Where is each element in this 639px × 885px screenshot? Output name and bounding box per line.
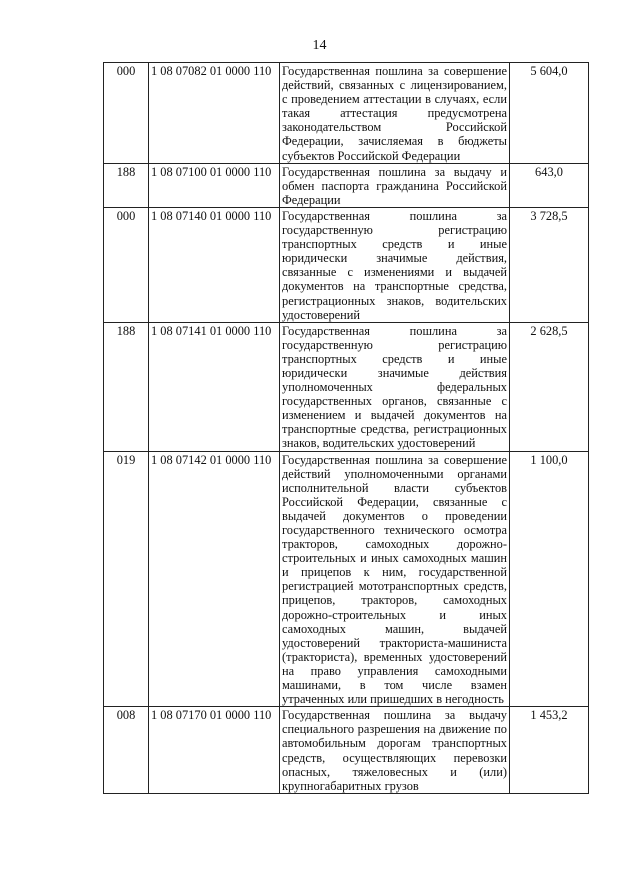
budget-classification-code-cell: 1 08 07082 01 0000 110 (149, 63, 280, 164)
table-row (104, 322, 589, 451)
page-number: 14 (312, 38, 327, 53)
revenue-name-cell: Государственная пошлина за совершение действий уполномоченными органами исполнительной власти субъектов Российской Федерации, связанные с выдачей документов о проведении государственного технического осмотра тракторов, самоходных дорожно-строительных и иных самоходных машин и прицепов к ним, государственной регистрацией мототранспортных средств, прицепов, тракторов, самоходных дорожно-строительных и иных самоходных машин, выдачей удостоверений тракториста-машиниста (тракториста), временных удостоверений на право управления самоходными машинами, в том числе взамен утраченных или пришедших в негодность (280, 451, 510, 707)
amount-cell: 5 604,0 (510, 63, 589, 164)
table-row (104, 163, 589, 207)
table-row (104, 207, 589, 322)
amount-cell: 1 453,2 (510, 707, 589, 794)
admin-code-cell: 019 (104, 451, 149, 707)
admin-code-cell: 008 (104, 707, 149, 794)
admin-code-cell: 188 (104, 163, 149, 207)
admin-code-cell: 188 (104, 322, 149, 451)
revenue-name-cell: Государственная пошлина за выдачу специального разрешения на движение по автомобильным дорогам транспортных средств, осуществляющих перевозки опасных, тяжеловесных и (или) крупногабаритных грузов (280, 707, 510, 794)
amount-cell: 2 628,5 (510, 322, 589, 451)
table-row (104, 707, 589, 794)
budget-classification-code-cell: 1 08 07140 01 0000 110 (149, 207, 280, 322)
budget-classification-code-cell: 1 08 07170 01 0000 110 (149, 707, 280, 794)
budget-classification-code-cell: 1 08 07100 01 0000 110 (149, 163, 280, 207)
amount-cell: 1 100,0 (510, 451, 589, 707)
revenue-name-cell: Государственная пошлина за государственную регистрацию транспортных средств и иные юридически значимые действия, связанные с изменениями и выдачей документов на транспортные средства, регистрационных знаков, водительских удостоверений (280, 207, 510, 322)
amount-cell: 3 728,5 (510, 207, 589, 322)
amount-cell: 643,0 (510, 163, 589, 207)
budget-classification-code-cell: 1 08 07142 01 0000 110 (149, 451, 280, 707)
budget-classification-code-cell: 1 08 07141 01 0000 110 (149, 322, 280, 451)
admin-code-cell: 000 (104, 63, 149, 164)
revenue-name-cell: Государственная пошлина за выдачу и обмен паспорта гражданина Российской Федерации (280, 163, 510, 207)
budget-revenue-table (103, 62, 589, 794)
revenue-name-cell: Государственная пошлина за совершение действий, связанных с лицензированием, с проведением аттестации в случаях, если такая аттестация предусмотрена законодательством Российской Федерации, зачисляемая в бюджеты субъектов Российской Федерации (280, 63, 510, 164)
revenue-name-cell: Государственная пошлина за государственную регистрацию транспортных средств и иные юридически значимые действия уполномоченных федеральных государственных органов, связанные с изменением и выдачей документов на транспортные средства, регистрационных знаков, водительских удостоверений (280, 322, 510, 451)
admin-code-cell: 000 (104, 207, 149, 322)
table-row (104, 451, 589, 707)
table-row (104, 63, 589, 164)
